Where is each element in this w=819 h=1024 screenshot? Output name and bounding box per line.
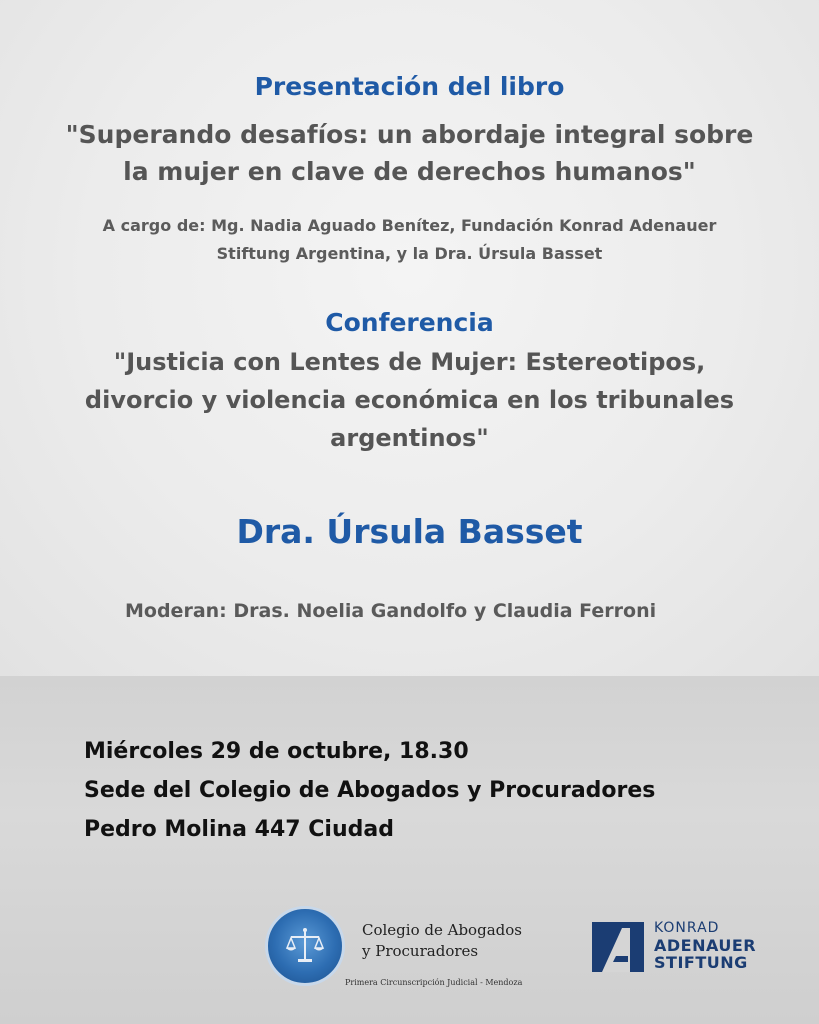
book-title: [0, 116, 819, 190]
colegio-name: [362, 920, 522, 962]
event-address: Pedro Molina 447 Ciudad: [84, 817, 394, 842]
conference-title: [0, 343, 819, 457]
speaker-name: Dra. Úrsula Basset: [236, 512, 583, 551]
kas-line: KONRAD: [654, 920, 720, 936]
kas-line: STIFTUNG: [654, 953, 748, 972]
credits-line: A cargo de: Mg. Nadia Aguado Benítez, Fundación Konrad Adenauer: [102, 216, 717, 235]
colegio-subtitle: Primera Circunscripción Judicial - Mendoza: [345, 978, 523, 987]
book-title-line: la mujer en clave de derechos humanos": [123, 157, 696, 186]
kas-line: ADENAUER: [654, 936, 757, 955]
scales-of-justice-icon: [280, 921, 330, 971]
conference-title-line: argentinos": [330, 424, 489, 452]
credits-line: Stiftung Argentina, y la Dra. Úrsula Basset: [216, 244, 603, 263]
colegio-name-line: Colegio de Abogados: [362, 921, 522, 939]
colegio-seal-icon: [265, 906, 345, 986]
book-credits: [0, 212, 819, 268]
moderators: Moderan: Dras. Noelia Gandolfo y Claudia Ferroni: [125, 600, 657, 622]
book-title-line: "Superando desafíos: un abordaje integral sobre: [65, 120, 754, 149]
conference-title-line: "Justicia con Lentes de Mujer: Estereotipos,: [113, 348, 706, 376]
conference-heading: Conferencia: [325, 308, 494, 337]
conference-title-line: divorcio y violencia económica en los tribunales: [84, 386, 735, 414]
kas-logo-icon: [592, 922, 644, 972]
event-details: [84, 732, 655, 849]
book-heading: Presentación del libro: [254, 72, 565, 101]
kas-logo-text: [654, 920, 756, 971]
event-venue: Sede del Colegio de Abogados y Procuradores: [84, 778, 656, 803]
colegio-name-line: y Procuradores: [362, 942, 479, 960]
event-date: Miércoles 29 de octubre, 18.30: [84, 739, 469, 764]
